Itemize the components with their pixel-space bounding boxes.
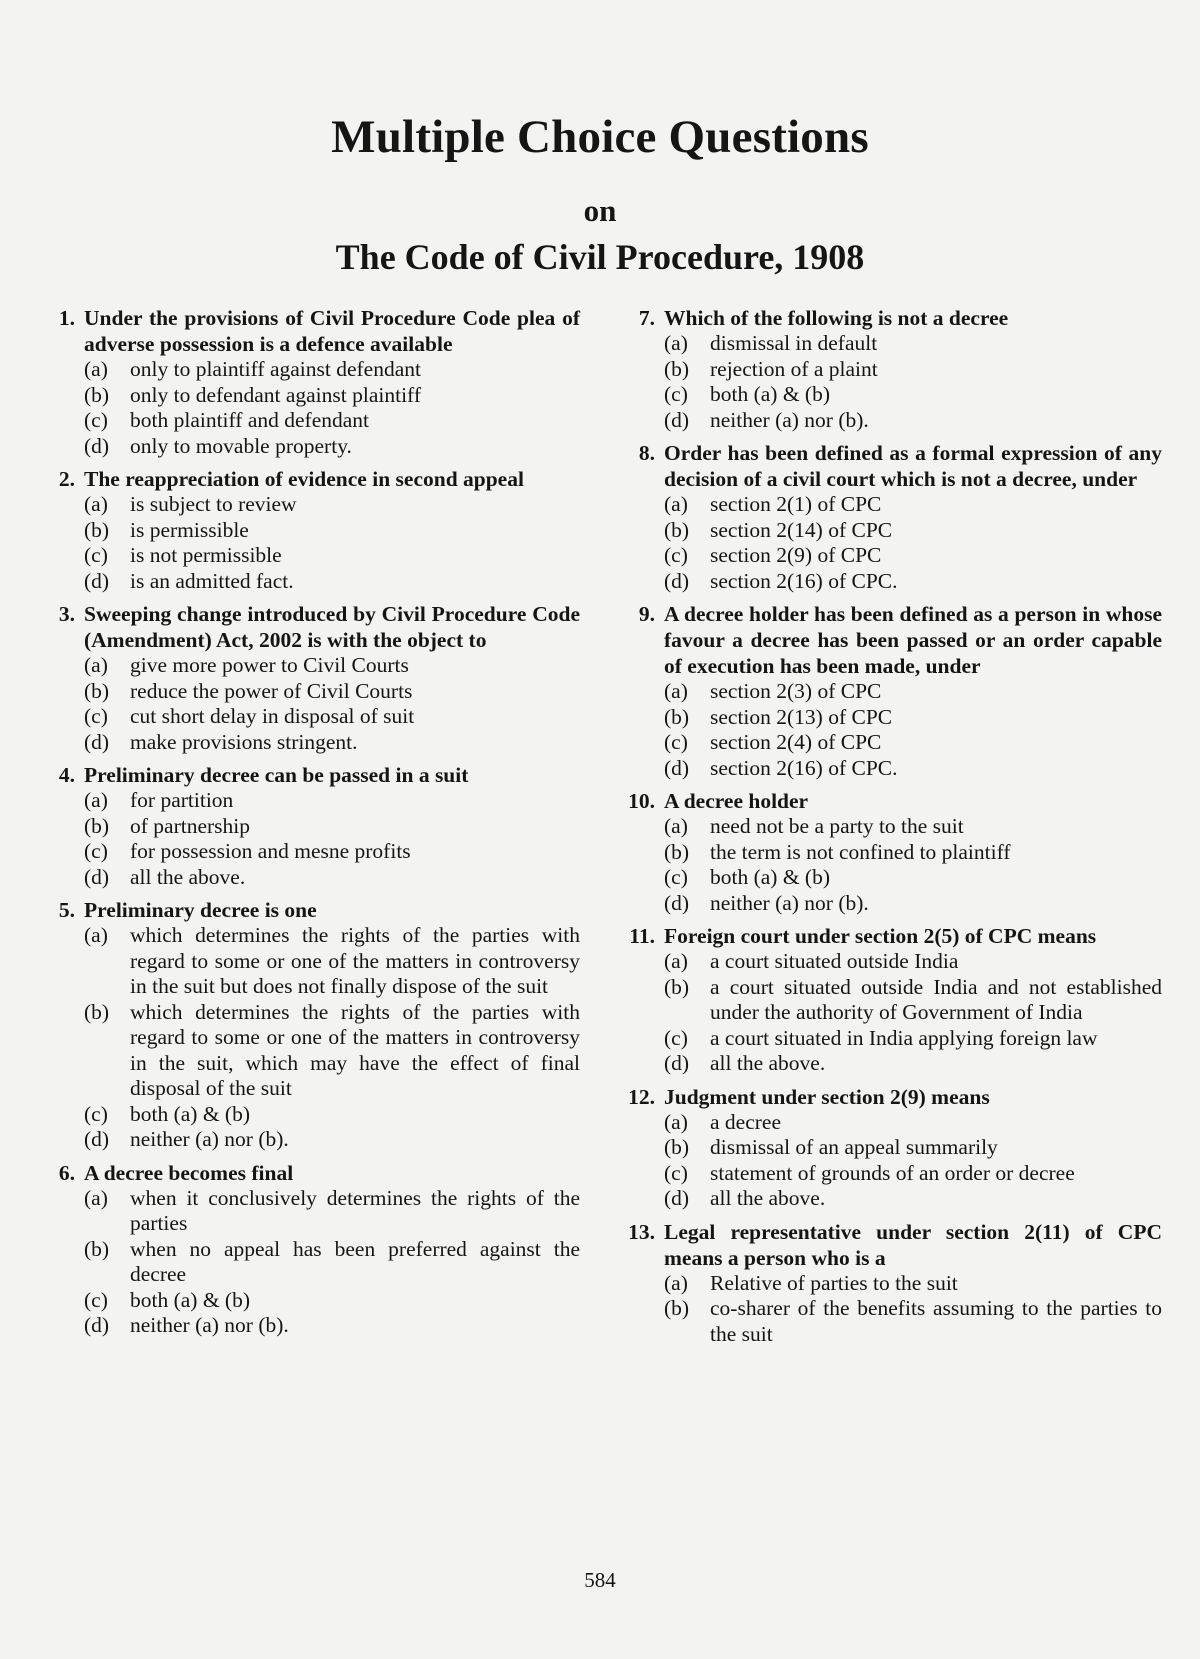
option-letter: (a)	[664, 814, 688, 838]
option-item	[42, 839, 580, 865]
option-text: reduce the power of Civil Courts	[130, 678, 413, 703]
option-letter: (c)	[84, 543, 108, 567]
question-number: 3.	[58, 602, 75, 626]
option-list	[42, 1186, 580, 1339]
option-letter: (b)	[84, 813, 110, 838]
question-stem	[42, 762, 580, 788]
option-text: give more power to Civil Courts	[130, 653, 409, 677]
question-stem	[622, 601, 1162, 679]
question-10	[622, 788, 1162, 916]
question-stem	[622, 1219, 1162, 1271]
option-item	[42, 543, 580, 569]
question-4	[42, 762, 580, 890]
option-item	[42, 569, 580, 595]
question-text: Preliminary decree can be passed in a suit	[84, 763, 469, 787]
option-text: a court situated outside India and not established under the authority of Government of India	[710, 974, 1162, 1024]
option-item	[622, 331, 1162, 357]
option-text: co-sharer of the benefits assuming to the parties to the suit	[710, 1296, 1162, 1346]
option-text: which determines the rights of the parties with regard to some or one of the matters in controversy in the suit but does not finally dispose of the suit	[130, 923, 580, 998]
option-letter: (c)	[84, 704, 108, 728]
option-item	[42, 865, 580, 891]
question-number: 7.	[638, 306, 655, 330]
option-letter: (b)	[84, 1236, 110, 1261]
option-letter: (a)	[664, 331, 688, 355]
option-list	[622, 679, 1162, 781]
option-item	[42, 1102, 580, 1128]
question-text: Order has been defined as a formal expression of any decision of a civil court which is not a decree, under	[664, 441, 1162, 491]
option-text: need not be a party to the suit	[710, 814, 964, 838]
option-list	[42, 492, 580, 594]
question-text: Sweeping change introduced by Civil Procedure Code (Amendment) Act, 2002 is with the object to	[84, 602, 580, 652]
option-letter: (d)	[84, 729, 110, 754]
option-letter: (b)	[664, 974, 690, 999]
option-text: only to defendant against plaintiff	[130, 382, 421, 407]
option-text: a court situated in India applying foreign law	[710, 1025, 1098, 1050]
question-stem	[622, 440, 1162, 492]
option-text: all the above.	[710, 1051, 826, 1075]
option-letter: (d)	[664, 1051, 690, 1075]
option-text: rejection of a plaint	[710, 356, 878, 381]
option-item	[42, 704, 580, 730]
question-number: 5.	[58, 898, 75, 922]
option-letter: (c)	[84, 839, 108, 863]
option-item	[622, 1051, 1162, 1077]
option-letter: (c)	[84, 1287, 108, 1312]
option-letter: (c)	[84, 408, 108, 432]
option-text: for possession and mesne profits	[130, 839, 411, 863]
option-item	[42, 408, 580, 434]
option-item	[622, 492, 1162, 518]
option-item	[42, 1000, 580, 1102]
question-1	[42, 305, 580, 459]
page-subtitle: The Code of Civil Procedure, 1908	[335, 237, 865, 277]
option-text: all the above.	[710, 1186, 826, 1210]
option-text: cut short delay in disposal of suit	[130, 704, 415, 728]
option-letter: (a)	[664, 492, 688, 516]
question-text: A decree becomes final	[84, 1160, 294, 1185]
option-text: neither (a) nor (b).	[710, 890, 869, 915]
option-text: Relative of parties to the suit	[710, 1270, 958, 1295]
option-item	[42, 679, 580, 705]
option-text: neither (a) nor (b).	[130, 1127, 289, 1151]
option-item	[42, 1237, 580, 1288]
option-item	[622, 1161, 1162, 1187]
option-text: is not permissible	[130, 543, 282, 567]
option-text: when no appeal has been preferred against the decree	[130, 1236, 580, 1286]
question-stem	[42, 897, 580, 923]
option-letter: (c)	[664, 382, 688, 406]
option-item	[42, 653, 580, 679]
option-letter: (b)	[664, 356, 690, 381]
option-letter: (d)	[664, 407, 690, 432]
option-text: of partnership	[130, 813, 251, 838]
question-13	[622, 1219, 1162, 1348]
option-letter: (a)	[84, 653, 108, 677]
option-item	[622, 949, 1162, 975]
option-letter: (d)	[84, 433, 110, 458]
option-letter: (b)	[84, 678, 110, 703]
option-letter: (b)	[84, 517, 110, 542]
option-item	[42, 1127, 580, 1153]
option-text: dismissal of an appeal summarily	[710, 1135, 998, 1159]
option-text: is subject to review	[130, 492, 297, 516]
option-letter: (c)	[664, 865, 688, 889]
question-text: Foreign court under section 2(5) of CPC means	[664, 924, 1097, 948]
option-text: statement of grounds of an order or decree	[710, 1160, 1075, 1185]
question-9	[622, 601, 1162, 781]
question-number: 12.	[628, 1084, 655, 1109]
question-text: A decree holder	[664, 789, 809, 813]
option-text: a court situated outside India	[710, 949, 959, 973]
option-text: section 2(9) of CPC	[710, 543, 882, 567]
option-item	[622, 569, 1162, 595]
option-item	[622, 382, 1162, 408]
right-column	[622, 305, 1162, 1354]
option-text: dismissal in default	[710, 331, 878, 355]
page-number: 584	[584, 1568, 616, 1592]
question-stem	[42, 1160, 580, 1186]
option-text: only to movable property.	[130, 433, 352, 458]
question-text: Legal representative under section 2(11) of CPC means a person who is a	[664, 1219, 1162, 1270]
option-text: neither (a) nor (b).	[710, 407, 869, 432]
option-item	[622, 679, 1162, 705]
option-item	[622, 543, 1162, 569]
option-text: only to plaintiff against defendant	[130, 357, 421, 381]
option-letter: (a)	[664, 1270, 688, 1295]
question-text: A decree holder has been defined as a person in whose favour a decree has been passed or an order capable of execution has been made, under	[664, 602, 1162, 678]
option-item	[622, 730, 1162, 756]
option-list	[622, 1110, 1162, 1212]
option-text: make provisions stringent.	[130, 729, 358, 754]
option-letter: (a)	[664, 679, 688, 703]
option-text: section 2(1) of CPC	[710, 492, 882, 516]
option-item	[622, 1026, 1162, 1052]
option-item	[622, 1296, 1162, 1347]
option-letter: (c)	[664, 730, 688, 754]
question-stem	[622, 923, 1162, 949]
option-item	[42, 357, 580, 383]
option-letter: (b)	[664, 1296, 690, 1320]
option-text: which determines the rights of the parties with regard to some or one of the matters in controversy in the suit, which may have the effect of final disposal of the suit	[130, 999, 580, 1100]
option-item	[622, 891, 1162, 917]
option-text: section 2(3) of CPC	[710, 679, 882, 703]
option-text: all the above.	[130, 864, 246, 889]
option-letter: (a)	[664, 1109, 688, 1134]
option-letter: (b)	[664, 517, 690, 542]
option-list	[42, 923, 580, 1153]
option-item	[622, 408, 1162, 434]
option-letter: (c)	[664, 1025, 688, 1050]
option-text: both (a) & (b)	[130, 1287, 251, 1312]
question-text: Under the provisions of Civil Procedure Code plea of adverse possession is a defence available	[84, 306, 580, 356]
question-number: 2.	[58, 467, 75, 491]
option-text: is permissible	[130, 517, 249, 542]
question-text: Judgment under section 2(9) means	[664, 1084, 990, 1109]
option-letter: (d)	[84, 864, 110, 889]
question-number: 8.	[638, 441, 655, 465]
option-item	[42, 492, 580, 518]
question-3	[42, 601, 580, 755]
question-text: The reappreciation of evidence in second appeal	[84, 467, 524, 491]
option-letter: (d)	[84, 568, 110, 593]
option-list	[622, 949, 1162, 1077]
option-text: is an admitted fact.	[130, 568, 294, 593]
option-item	[622, 518, 1162, 544]
option-item	[622, 865, 1162, 891]
option-letter: (b)	[84, 382, 110, 407]
option-item	[42, 788, 580, 814]
option-letter: (d)	[664, 890, 690, 915]
option-item	[622, 1110, 1162, 1136]
question-stem	[42, 305, 580, 357]
option-item	[42, 1313, 580, 1339]
question-number: 10.	[628, 789, 655, 813]
option-letter: (a)	[84, 923, 108, 947]
question-12	[622, 1084, 1162, 1212]
question-stem	[622, 305, 1162, 331]
option-item	[622, 756, 1162, 782]
option-item	[622, 975, 1162, 1026]
option-list	[42, 653, 580, 755]
option-letter: (b)	[664, 839, 690, 864]
option-letter: (c)	[84, 1101, 108, 1126]
option-text: section 2(16) of CPC.	[710, 755, 898, 780]
option-letter: (a)	[84, 788, 108, 812]
question-stem	[622, 788, 1162, 814]
option-item	[42, 923, 580, 1000]
option-item	[622, 814, 1162, 840]
question-number: 13.	[628, 1219, 655, 1244]
option-text: both plaintiff and defendant	[130, 408, 370, 432]
question-number: 4.	[58, 763, 75, 787]
option-list	[622, 492, 1162, 594]
question-5	[42, 897, 580, 1153]
option-letter: (a)	[664, 949, 688, 973]
question-number: 1.	[58, 306, 75, 330]
option-letter: (d)	[664, 1186, 690, 1210]
option-text: section 2(14) of CPC	[710, 517, 893, 542]
option-letter: (d)	[84, 1127, 110, 1151]
question-stem	[622, 1084, 1162, 1110]
option-item	[622, 357, 1162, 383]
option-letter: (c)	[664, 1160, 688, 1185]
option-item	[622, 1135, 1162, 1161]
option-item	[42, 1288, 580, 1314]
option-text: when it conclusively determines the rights of the parties	[130, 1185, 580, 1235]
option-letter: (c)	[664, 543, 688, 567]
option-text: section 2(4) of CPC	[710, 730, 882, 754]
question-number: 9.	[638, 602, 655, 626]
option-item	[622, 840, 1162, 866]
option-item	[42, 1186, 580, 1237]
option-list	[622, 1271, 1162, 1348]
title-connector: on	[583, 193, 617, 228]
option-item	[42, 518, 580, 544]
option-item	[42, 383, 580, 409]
option-text: neither (a) nor (b).	[130, 1313, 289, 1337]
option-text: both (a) & (b)	[130, 1101, 251, 1126]
left-column	[42, 305, 580, 1346]
option-text: the term is not confined to plaintiff	[710, 839, 1011, 864]
question-6	[42, 1160, 580, 1339]
option-letter: (d)	[664, 755, 690, 780]
option-text: section 2(13) of CPC	[710, 704, 893, 729]
option-text: both (a) & (b)	[710, 865, 831, 889]
option-letter: (d)	[84, 1313, 110, 1337]
option-letter: (b)	[84, 999, 110, 1024]
question-number: 6.	[58, 1160, 75, 1185]
option-letter: (b)	[664, 1135, 690, 1159]
question-8	[622, 440, 1162, 594]
option-list	[42, 788, 580, 890]
option-text: a decree	[710, 1109, 781, 1134]
question-text: Preliminary decree is one	[84, 898, 317, 922]
option-list	[622, 331, 1162, 433]
option-letter: (a)	[84, 1185, 108, 1210]
question-7	[622, 305, 1162, 433]
option-letter: (b)	[664, 704, 690, 729]
option-item	[42, 434, 580, 460]
option-text: for partition	[130, 788, 234, 812]
option-item	[42, 730, 580, 756]
question-stem	[42, 466, 580, 492]
option-item	[622, 705, 1162, 731]
option-list	[622, 814, 1162, 916]
option-letter: (d)	[664, 568, 690, 593]
question-11	[622, 923, 1162, 1077]
option-list	[42, 357, 580, 459]
option-text: both (a) & (b)	[710, 382, 831, 406]
option-item	[42, 814, 580, 840]
option-letter: (a)	[84, 357, 108, 381]
option-item	[622, 1271, 1162, 1297]
page-title: Multiple Choice Questions	[331, 111, 869, 163]
option-letter: (a)	[84, 492, 108, 516]
question-stem	[42, 601, 580, 653]
option-text: section 2(16) of CPC.	[710, 568, 898, 593]
question-2	[42, 466, 580, 594]
question-number: 11.	[629, 924, 655, 948]
question-text: Which of the following is not a decree	[664, 306, 1009, 330]
option-item	[622, 1186, 1162, 1212]
